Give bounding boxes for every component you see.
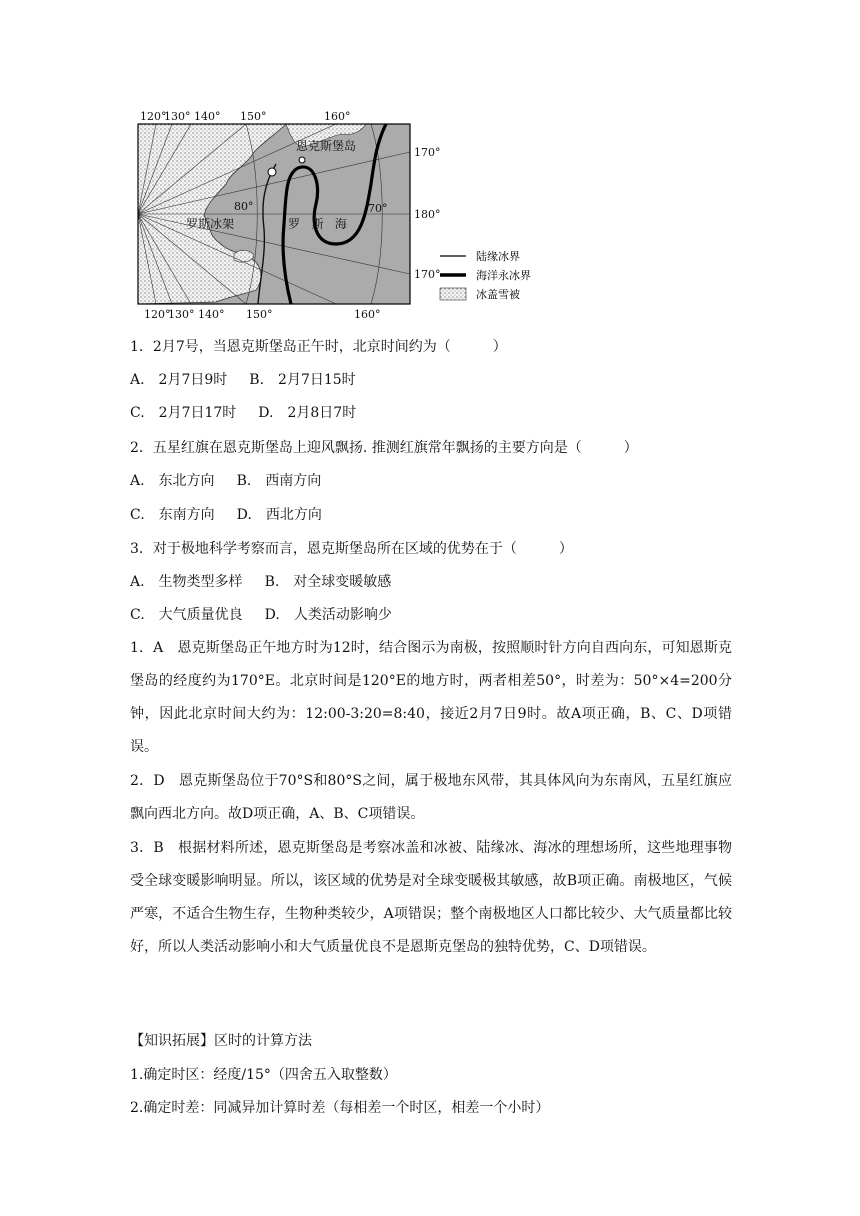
q1-option-d: D. 2月8日7时 <box>258 405 357 421</box>
lon-bottom-150: 150° <box>246 308 273 321</box>
question-3-stem: 3．对于极地科学考察而言，恩克斯堡岛所在区域的优势在于（ ） <box>130 541 573 557</box>
lon-top-120: 120° <box>140 110 167 123</box>
ross-sea-map <box>136 104 556 326</box>
antarctic-map-figure <box>136 104 556 326</box>
q1-option-c: C. 2月7日17时 <box>130 405 237 421</box>
island-marker <box>299 157 305 163</box>
question-3-options-cd <box>130 607 740 624</box>
label-sea: 罗 斯 海 <box>288 217 347 231</box>
question-1-stem: 1．2月7号，当恩克斯堡岛正午时，北京时间约为（ ） <box>130 339 507 355</box>
lon-top-150: 150° <box>240 110 267 123</box>
q1-option-b: B. 2月7日15时 <box>249 372 356 388</box>
lon-bottom-140: 140° <box>198 308 225 321</box>
lon-bottom-130: 130° <box>168 308 195 321</box>
label-island: 恩克斯堡岛 <box>296 139 357 153</box>
q3-option-c: C. 大气质量优良 <box>130 607 243 623</box>
q3-option-b: B. 对全球变暖敏感 <box>264 574 392 590</box>
legend-sea-ice: 海洋永冰界 <box>476 269 531 282</box>
island-marker-2 <box>268 168 276 176</box>
lon-top-140: 140° <box>194 110 221 123</box>
q2-option-d: D. 西北方向 <box>236 507 322 523</box>
lon-right-180: 180° <box>414 208 441 221</box>
lon-right-170-top: 170° <box>414 146 441 159</box>
question-1-options-ab <box>130 372 740 389</box>
question-2-options-ab <box>130 473 740 490</box>
question-2-stem: 2．五星红旗在恩克斯堡岛上迎风飘扬. 推测红旗常年飘扬的主要方向是（ ） <box>130 440 638 456</box>
map-legend <box>440 249 531 301</box>
answer-2: 2．D 恩克斯堡岛位于70°S和80°S之间，属于极地东风带，其具体风向为东南风，五星红旗应飘向西北方向。故D项正确，A、B、C项错误。 <box>130 773 732 822</box>
q2-option-c: C. 东南方向 <box>130 507 215 523</box>
q3-option-a: A. 生物类型多样 <box>130 574 243 590</box>
lon-right-170-bottom: 170° <box>414 268 441 281</box>
q3-option-d: D. 人类活动影响少 <box>264 607 392 623</box>
q2-option-a: A. 东北方向 <box>130 473 215 489</box>
question-1-options-cd <box>130 405 740 422</box>
q1-option-a: A. 2月7日9时 <box>130 372 228 388</box>
lon-top-160: 160° <box>324 110 351 123</box>
label-ice-shelf: 罗斯冰架 <box>186 217 235 231</box>
lon-top-130: 130° <box>164 110 191 123</box>
answer-1: 1．A 恩克斯堡岛正午地方时为12时，结合图示为南极，按照顺时针方向自西向东，可知恩斯克堡岛的经度约为170°E。北京时间是120°E的地方时，两者相差50°，时差为：50°×4=200分钟，因此北京时间大约为：12:00-3:20=8:40，接近2月7日9时。故A项正确，B、C、D项错误。 <box>130 640 732 755</box>
lat-70: 70° <box>368 202 388 215</box>
lon-bottom-120: 120° <box>144 308 171 321</box>
legend-land-ice: 陆缘冰界 <box>476 250 520 263</box>
extension-item-2: 2.确定时差：同减异加计算时差（每相差一个时区，相差一个小时） <box>130 1100 550 1116</box>
question-3-options-ab <box>130 574 740 591</box>
extension-title: 【知识拓展】区时的计算方法 <box>130 1033 312 1049</box>
lat-80: 80° <box>234 200 254 213</box>
q2-option-b: B. 西南方向 <box>236 473 322 489</box>
lon-bottom-160: 160° <box>354 308 381 321</box>
legend-snow-cover: 冰盖雪被 <box>476 288 520 301</box>
answer-3: 3．B 根据材料所述，恩克斯堡岛是考察冰盖和冰被、陆缘冰、海冰的理想场所，这些地理事物受全球变暖影响明显。所以，该区域的优势是对全球变暖极其敏感，故B项正确。南极地区，气候严寒，不适合生物生存，生物种类较少，A项错误；整个南极地区人口都比较少、大气质量都比较好，所以人类活动影响小和大气质量优良不是恩斯克堡岛的独特优势，C、D项错误。 <box>130 840 732 955</box>
extension-item-1: 1.确定时区：经度/15°（四舍五入取整数） <box>130 1067 397 1083</box>
question-2-options-cd <box>130 507 740 524</box>
